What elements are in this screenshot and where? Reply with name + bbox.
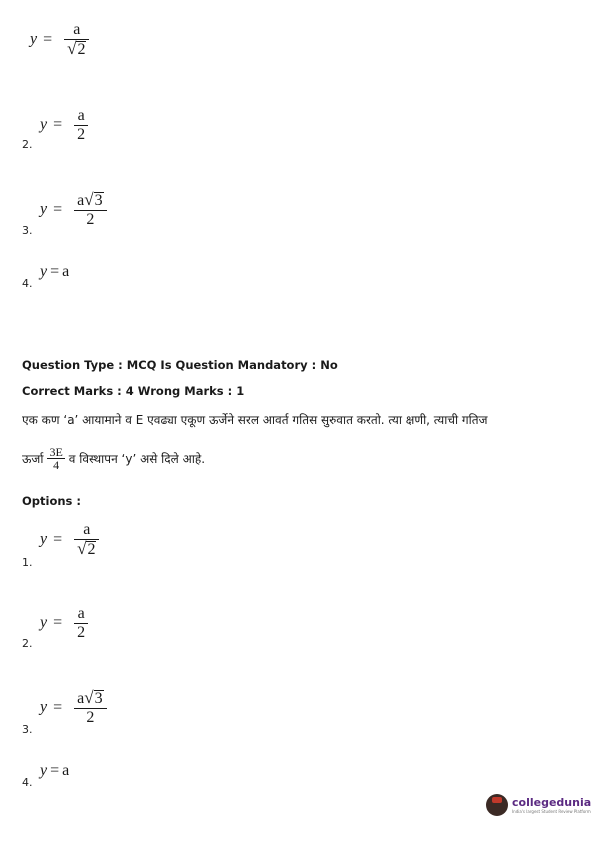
- logo-tagline: India's largest Student Review Platform: [512, 809, 591, 814]
- numerator: a: [77, 605, 85, 622]
- top-option-2: [40, 108, 88, 143]
- option-2-number: 2.: [22, 637, 33, 650]
- fraction: [74, 192, 106, 228]
- equals-sign: =: [43, 30, 53, 48]
- top-option-4: [40, 263, 69, 281]
- question-text-line-2: [22, 446, 205, 471]
- variable-y: y: [40, 762, 48, 779]
- fraction-denominator: 4: [47, 458, 64, 471]
- fraction: [74, 690, 106, 726]
- options-label: Options :: [22, 494, 81, 508]
- denominator: [64, 40, 89, 58]
- question-text-prefix: ऊर्जा: [22, 452, 44, 466]
- energy-fraction: [47, 446, 64, 471]
- denominator: [74, 540, 99, 558]
- fraction: [64, 22, 89, 58]
- top-option-3: [40, 192, 107, 228]
- variable-y: y: [30, 30, 38, 48]
- option-3-number: 3.: [22, 723, 33, 736]
- denominator: 2: [86, 709, 95, 726]
- option-3: [40, 690, 107, 726]
- question-text-line-1: एक कण ‘a’ आयामाने व E एवढ्या एकूण ऊर्जेने सरल आवर्त गतिस सुरुवात करतो. त्या क्षणी, त्याची गतिज: [22, 413, 488, 427]
- variable-y: y: [40, 200, 48, 218]
- denominator: 2: [86, 211, 95, 228]
- equals-sign: =: [53, 530, 63, 548]
- variable-y: y: [40, 530, 48, 548]
- sqrt-icon: √: [77, 539, 87, 558]
- top-option-2-number: 2.: [22, 138, 33, 151]
- numerator: [74, 192, 106, 210]
- fraction: [74, 606, 88, 641]
- rhs-value: a: [62, 762, 70, 779]
- sqrt-argument: 3: [94, 690, 103, 707]
- sqrt-icon: √: [67, 39, 77, 58]
- question-text-suffix: व विस्थापन ‘y’ असे दिले आहे.: [68, 452, 206, 466]
- sqrt-icon: √: [84, 190, 94, 209]
- equals-sign: =: [53, 200, 63, 218]
- option-2: [40, 606, 88, 641]
- logo-name: collegedunia: [512, 796, 592, 809]
- variable-y: y: [40, 116, 48, 134]
- top-option-1: [30, 22, 89, 58]
- denominator: 2: [77, 126, 86, 143]
- numerator: [74, 690, 106, 708]
- option-1: [40, 522, 99, 558]
- marks-line: Correct Marks : 4 Wrong Marks : 1: [22, 384, 245, 398]
- top-option-4-number: 4.: [22, 277, 33, 290]
- logo-icon: [486, 794, 508, 816]
- variable-y: y: [40, 614, 48, 632]
- option-1-number: 1.: [22, 556, 33, 569]
- numerator: a: [77, 107, 85, 124]
- rhs-value: a: [62, 263, 70, 280]
- variable-y: y: [40, 263, 48, 280]
- sqrt-argument: 3: [94, 192, 103, 209]
- fraction: [74, 108, 88, 143]
- question-type-line: Question Type : MCQ Is Question Mandatory : No: [22, 358, 338, 372]
- collegedunia-logo: [486, 794, 591, 816]
- fraction-numerator: 3E: [49, 445, 63, 459]
- numerator-prefix: a: [77, 192, 85, 209]
- denominator: 2: [77, 624, 86, 641]
- equals-sign: =: [53, 116, 63, 134]
- numerator-prefix: a: [77, 690, 85, 707]
- numerator: a: [73, 21, 81, 38]
- equals-sign: =: [50, 762, 60, 779]
- equals-sign: =: [50, 263, 60, 280]
- fraction: [74, 522, 99, 558]
- sqrt-argument: 2: [77, 41, 86, 58]
- top-option-3-number: 3.: [22, 224, 33, 237]
- variable-y: y: [40, 698, 48, 716]
- numerator: a: [83, 521, 91, 538]
- option-4: [40, 762, 69, 780]
- option-4-number: 4.: [22, 776, 33, 789]
- sqrt-argument: 2: [87, 541, 96, 558]
- equals-sign: =: [53, 614, 63, 632]
- equals-sign: =: [53, 698, 63, 716]
- sqrt-icon: √: [84, 688, 94, 707]
